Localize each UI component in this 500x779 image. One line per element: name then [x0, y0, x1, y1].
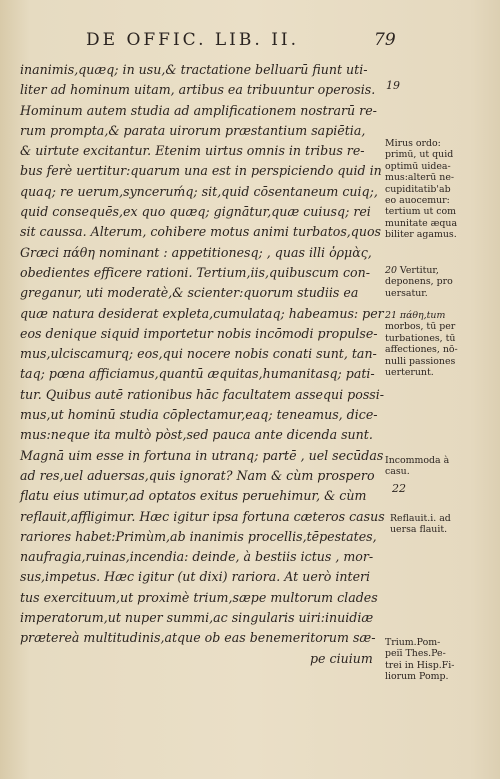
text-line: imperatorum,ut nuper summi,ac singularis uiri:inuidiæ: [20, 610, 374, 626]
note-line: Trium.Pom-: [385, 637, 441, 648]
text-line: reflauit,affligimur. Hæc igitur ipsa fortuna cæteros casus: [20, 508, 385, 524]
note-line: morbos, tū per: [385, 321, 456, 333]
text-line: obedientes efficere rationi. Tertium,iis,quibuscum con-: [20, 264, 370, 280]
note-line: tertium ut com: [385, 206, 457, 218]
note-line: munitate æqua: [385, 217, 458, 229]
text-line: & uirtute excitantur. Etenim uirtus omnis in tribus re-: [20, 143, 365, 159]
note-line: eo auocemur:: [385, 195, 450, 207]
text-line: sus,impetus. Hæc igitur (ut dixi) rariora. At uerò interi: [20, 569, 371, 585]
running-header: DE OFFIC. LIB. II.: [86, 30, 300, 50]
text-line: Magnā uim esse in fortuna in utranq; partē , uel secūdas: [20, 447, 384, 463]
note-line: liorum Pomp.: [385, 671, 449, 683]
text-line: mus,ulciscamurq; eos,qui nocere nobis conati sunt, tan-: [20, 346, 377, 362]
text-line: taq; pœna afficiamus,quantū æquitas,humanitasq; pati-: [20, 366, 375, 382]
text-line: Græci πάθη nominant : appetitionesq; , quas illi ὁρμὰς,: [20, 244, 372, 260]
text-line: eos denique siquid importetur nobis incōmodi propulse-: [20, 325, 378, 341]
note-line: πάθη,tum: [399, 310, 446, 321]
text-line: rum prompta,& parata uirorum præstantium sapiētia,: [20, 122, 366, 138]
text-line: quid consequēs,ex quo quæq; gignātur,quæ cuiusq; rei: [20, 204, 371, 220]
note-line: mus:alterū ne-: [385, 172, 455, 184]
text-line: bus ferè uertitur:quarum una est in perspiciendo quid in: [20, 163, 382, 179]
marginal-number: 22: [392, 482, 406, 495]
note-line: affectiones, nō-: [385, 344, 458, 356]
note-line: optimū uidea-: [385, 160, 451, 172]
margin-note-reflauit: [390, 513, 498, 536]
note-line: Incommoda à: [385, 455, 450, 466]
text-line: quæ natura desiderat expleta,cumulataq; habeamus: per: [20, 305, 384, 321]
text-line: sit caussa. Alterum, cohibere motus animi turbatos,quos: [20, 224, 382, 240]
text-line: ad res,uel aduersas,quis ignorat? Nam & cùm prospero: [20, 467, 375, 483]
note-line: Reflauit.i. ad: [390, 513, 451, 524]
note-line: deponens, pro: [385, 276, 453, 288]
note-line: uerterunt.: [385, 367, 434, 379]
note-line: uersa flauit.: [390, 524, 448, 536]
text-line: flatu eius utimur,ad optatos exitus peruehimur, & cùm: [20, 488, 367, 504]
page-number: 79: [374, 30, 396, 50]
note-line: biliter agamus.: [385, 229, 457, 241]
text-line: inanimis,quæq; in usu,& tractatione belluarū fiunt uti-: [20, 62, 368, 77]
text-line: prætereà multitudinis,atque ob eas benemeritorum sæ-: [20, 630, 376, 646]
note-line: cupiditatib'ab: [385, 183, 451, 195]
note-line: primū, ut quid: [385, 149, 454, 161]
note-line: turbationes, tū: [385, 332, 456, 344]
text-line: rariores habet:Primùm,ab inanimis procellis,tēpestates,: [20, 528, 377, 544]
text-line: pe ciuium: [310, 650, 373, 666]
text-line: liter ad hominum uitam, artibus ea tribuuntur operosis.: [20, 82, 376, 98]
note-line: nulli passiones: [385, 355, 456, 367]
marginal-number: 21: [385, 310, 397, 321]
margin-note-order: [385, 138, 493, 241]
margin-note-trium: [385, 637, 493, 683]
text-line: Hominum autem studia ad amplificationem nostrarū re-: [20, 102, 377, 118]
marginal-number: 20: [385, 265, 397, 276]
note-line: Vertitur,: [399, 265, 439, 276]
margin-note-incommoda: [385, 455, 493, 478]
note-line: trei in Hisp.Fi-: [385, 659, 455, 671]
margin-note-pathe: [385, 310, 493, 378]
note-line: uersatur.: [385, 287, 428, 299]
note-line: peiī Thes.Pe-: [385, 648, 446, 660]
text-line: naufragia,ruinas,incendia: deinde, à bestiis ictus , mor-: [20, 549, 374, 565]
text-line: tur. Quibus autē rationibus hāc facultatem assequi possi-: [20, 386, 385, 402]
marginal-number: 19: [386, 79, 400, 92]
text-line: quaq; re uerum,synceruḿq; sit,quid cōsentaneum cuiq;,: [20, 183, 378, 199]
margin-note-vertitur: [385, 265, 493, 299]
note-line: casu.: [385, 466, 410, 478]
note-line: Mirus ordo:: [385, 138, 441, 149]
text-line: tus exercituum,ut proximè trium,sæpe multorum clades: [20, 589, 378, 605]
text-line: mus,ut hominū studia cōplectamur,eaq; teneamus, dice-: [20, 407, 378, 423]
text-line: mus:neque ita multò pòst,sed pauca ante dicenda sunt.: [20, 427, 373, 443]
text-line: greganur, uti moderatè,& scienter:quorum studiis ea: [20, 285, 359, 301]
